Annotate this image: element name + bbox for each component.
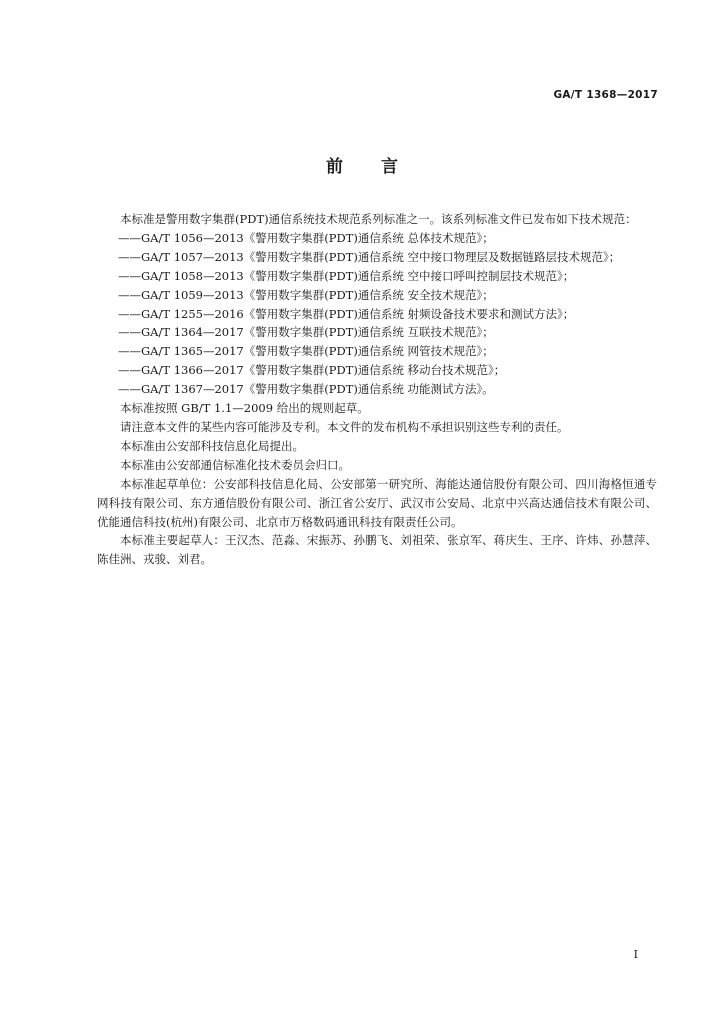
standards-list-item: ——GA/T 1056—2013《警用数字集群(PDT)通信系统 总体技术规范》； — [118, 230, 494, 245]
page-number: I — [633, 948, 638, 961]
responsible-committee-paragraph: 本标准由公安部通信标准化技术委员会归口。 — [120, 457, 350, 472]
document-body — [97, 210, 657, 569]
proposer-paragraph: 本标准由公安部科技信息化局提出。 — [120, 438, 304, 453]
standards-list-item: ——GA/T 1059—2013《警用数字集群(PDT)通信系统 安全技术规范》； — [118, 287, 494, 302]
standards-list-item: ——GA/T 1367—2017《警用数字集群(PDT)通信系统 功能测试方法》。 — [118, 382, 494, 397]
standards-list-item: ——GA/T 1057—2013《警用数字集群(PDT)通信系统 空中接口物理层及数据链路层技术规范》； — [118, 249, 621, 264]
standard-number: GA/T 1368—2017 — [553, 89, 658, 101]
drafting-rules-paragraph: 本标准按照 GB/T 1.1—2009 给出的规则起草。 — [120, 401, 369, 416]
patent-notice-paragraph: 请注意本文件的某些内容可能涉及专利。本文件的发布机构不承担识别这些专利的责任。 — [120, 419, 569, 434]
standards-list-item: ——GA/T 1058—2013《警用数字集群(PDT)通信系统 空中接口呼叫控制层技术规范》； — [118, 268, 575, 283]
drafting-units-paragraph: 本标准起草单位：公安部科技信息化局、公安部第一研究所、海能达通信股份有限公司、四川海格恒通专网科技有限公司、东方通信股份有限公司、浙江省公安厅、武汉市公安局、北京中兴高达通信技术有限公司、优能通信科技(杭州)有限公司、北京市万格数码通讯科技有限责任公司。 — [97, 476, 657, 529]
page-title: 前言 — [326, 157, 436, 177]
standards-list — [97, 229, 657, 399]
standards-list-item: ——GA/T 1364—2017《警用数字集群(PDT)通信系统 互联技术规范》； — [118, 325, 494, 340]
standards-list-item: ——GA/T 1366—2017《警用数字集群(PDT)通信系统 移动台技术规范》； — [118, 363, 506, 378]
intro-paragraph: 本标准是警用数字集群(PDT)通信系统技术规范系列标准之一。该系列标准文件已发布如下技术规范： — [120, 212, 637, 226]
standards-list-item: ——GA/T 1255—2016《警用数字集群(PDT)通信系统 射频设备技术要求和测试方法》； — [118, 306, 575, 321]
standards-list-item: ——GA/T 1365—2017《警用数字集群(PDT)通信系统 网管技术规范》； — [118, 344, 494, 359]
drafters-paragraph: 本标准主要起草人：王汉杰、范淼、宋振苏、孙鹏飞、刘祖荣、张京军、蒋庆生、王序、许炜、孙慧萍、陈佳洲、戎骏、刘君。 — [97, 533, 657, 567]
